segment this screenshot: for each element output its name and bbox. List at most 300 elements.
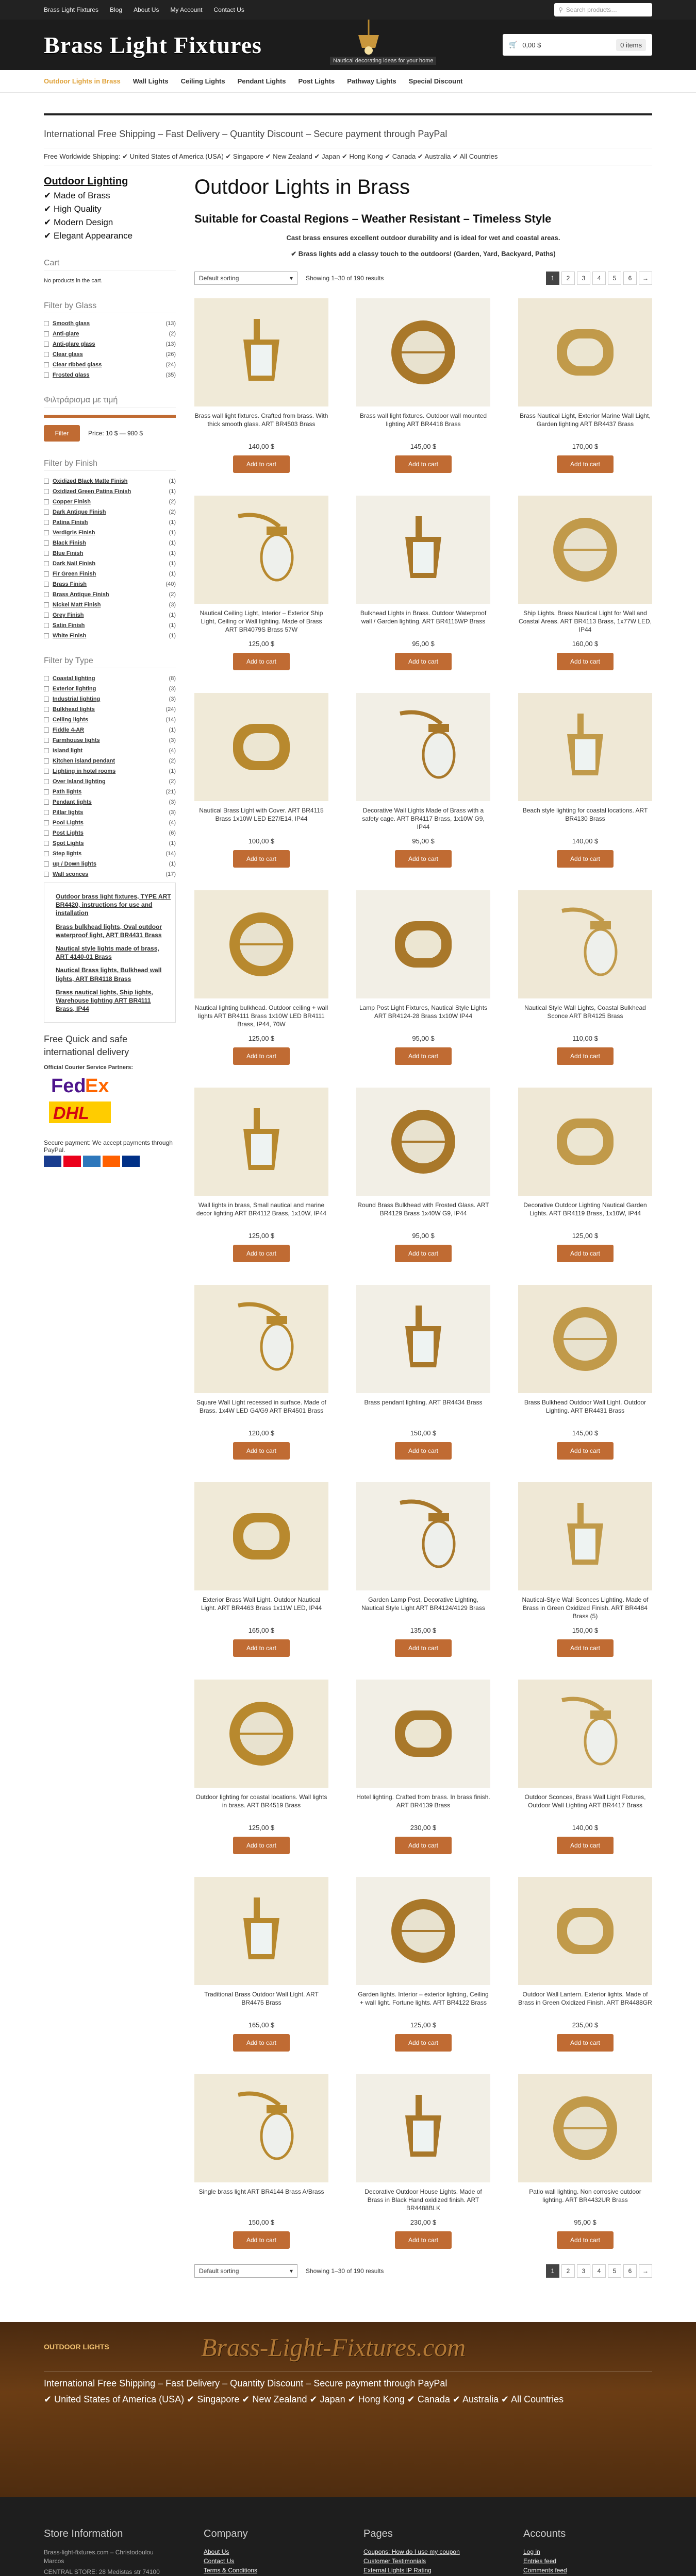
add-to-cart-button[interactable]: Add to cart [395, 653, 452, 670]
nav-item[interactable]: Pathway Lights [347, 77, 396, 85]
filter-count: (4) [169, 748, 176, 754]
checkbox-icon[interactable] [44, 551, 49, 556]
cart-icon: 🛒 [509, 41, 518, 48]
product-image[interactable] [356, 2074, 490, 2182]
product-card [194, 1877, 328, 2052]
top-link[interactable]: Blog [110, 6, 123, 13]
checkbox-icon[interactable] [44, 582, 49, 587]
checkbox-icon[interactable] [44, 540, 49, 546]
add-to-cart-button[interactable]: Add to cart [233, 1442, 290, 1460]
filter-option[interactable] [44, 351, 176, 358]
checkbox-icon[interactable] [44, 841, 49, 846]
filter-option[interactable] [44, 581, 176, 587]
checkbox-icon[interactable] [44, 748, 49, 753]
featured-link[interactable]: Outdoor brass light fixtures, TYPE ART BR4420, instructions for use and installation [56, 893, 171, 917]
featured-link[interactable]: Brass bulkhead lights, Oval outdoor waterproof light, ART BR4431 Brass [56, 923, 162, 939]
product-title[interactable]: Outdoor Wall Lantern. Exterior lights. Made of Brass in Green Oxidized Finish. ART BR4488GR [518, 1991, 652, 2007]
feature-item: ✔ High Quality [44, 204, 102, 214]
filter-option[interactable] [44, 768, 176, 774]
checkbox-icon[interactable] [44, 820, 49, 825]
footer-link[interactable]: About Us [204, 2548, 229, 2555]
checkbox-icon[interactable] [44, 489, 49, 494]
filter-count: (13) [165, 320, 176, 327]
filter-option[interactable] [44, 809, 176, 816]
filter-option[interactable] [44, 362, 176, 368]
filter-option[interactable] [44, 799, 176, 805]
checkbox-icon[interactable] [44, 613, 49, 618]
filter-option[interactable] [44, 737, 176, 743]
product-image[interactable] [356, 1877, 490, 1985]
pagination [546, 272, 652, 285]
product-title[interactable]: Decorative Outdoor House Lights. Made of Brass in Black Hand oxidized finish. ART BR4488BLK [364, 2188, 482, 2212]
filter-option[interactable] [44, 622, 176, 629]
product-price: 95,00 $ [412, 1232, 435, 1240]
filter-count: (2) [169, 591, 176, 598]
filter-option[interactable] [44, 633, 176, 639]
filter-count: (1) [169, 519, 176, 526]
featured-link[interactable]: Brass nautical lights, Ship lights, Warehouse lighting ART BR4111 Brass, IP44 [56, 988, 153, 1013]
product-image[interactable] [518, 298, 652, 406]
top-link[interactable]: Contact Us [213, 6, 244, 13]
page-link[interactable]: 1 [546, 2264, 559, 2278]
page-link[interactable]: 2 [561, 272, 575, 285]
filter-option[interactable] [44, 778, 176, 785]
footer-link[interactable]: Log in [523, 2548, 540, 2555]
nav-item[interactable]: Special Discount [408, 77, 463, 85]
sort-select[interactable]: Default sorting ▾ [194, 2264, 297, 2278]
add-to-cart-button[interactable]: Add to cart [557, 1639, 614, 1657]
product-image[interactable] [356, 298, 490, 406]
page-link[interactable]: 3 [577, 272, 590, 285]
product-title[interactable]: Nautical-Style Wall Sconces Lighting. Made of Brass in Green Oxidized Finish. ART BR4484 Brass (5) [522, 1596, 649, 1620]
filter-label: Clear ribbed glass [53, 362, 102, 368]
filter-label: Anti-glare [53, 331, 79, 337]
product-image[interactable] [518, 1088, 652, 1196]
checkbox-icon[interactable] [44, 810, 49, 815]
product-title[interactable]: Exterior Brass Wall Light. Outdoor Nautical Light. ART BR4463 Brass 1x11W LED, IP44 [201, 1596, 322, 1612]
checkbox-icon[interactable] [44, 861, 49, 867]
add-to-cart-button[interactable]: Add to cart [395, 2034, 452, 2052]
product-price: 125,00 $ [248, 1035, 275, 1042]
filter-option[interactable] [44, 717, 176, 723]
pagination [546, 2264, 652, 2278]
add-to-cart-button[interactable]: Add to cart [557, 2034, 614, 2052]
product-image[interactable] [194, 1680, 328, 1788]
product-card [518, 298, 652, 473]
checkbox-icon[interactable] [44, 738, 49, 743]
add-to-cart-button[interactable]: Add to cart [395, 455, 452, 473]
footer-column-title: Store Information [44, 2528, 123, 2539]
filter-count: (1) [169, 633, 176, 639]
checkbox-icon[interactable] [44, 851, 49, 856]
product-title[interactable]: Hotel lighting. Crafted from brass. In brass finish. ART BR4139 Brass [356, 1793, 490, 1809]
checkbox-icon[interactable] [44, 321, 49, 326]
filter-count: (3) [169, 696, 176, 702]
add-to-cart-button[interactable]: Add to cart [233, 850, 290, 868]
checkbox-icon[interactable] [44, 633, 49, 638]
checkbox-icon[interactable] [44, 831, 49, 836]
page-link[interactable]: 5 [608, 2264, 621, 2278]
footer-link[interactable]: Entries feed [523, 2557, 557, 2565]
filter-option[interactable] [44, 602, 176, 608]
product-image[interactable] [518, 496, 652, 604]
featured-links [44, 883, 176, 1023]
filter-count: (1) [169, 478, 176, 484]
product-image[interactable] [356, 890, 490, 998]
filter-option[interactable] [44, 530, 176, 536]
filter-label: Spot Lights [53, 840, 84, 846]
price-filter-button[interactable]: Filter [44, 425, 80, 442]
add-to-cart-button[interactable]: Add to cart [233, 1639, 290, 1657]
filter-option[interactable] [44, 571, 176, 577]
checkbox-icon[interactable] [44, 592, 49, 597]
checkbox-icon[interactable] [44, 530, 49, 535]
product-title[interactable]: Nautical Brass Light with Cover. ART BR4115 Brass 1x10W LED E27/E14, IP44 [199, 807, 324, 823]
promo-banner [44, 113, 652, 165]
add-to-cart-button[interactable]: Add to cart [233, 1837, 290, 1854]
lamp-icon [546, 901, 624, 988]
nav-item[interactable]: Ceiling Lights [180, 77, 225, 85]
footer-link[interactable]: External Lights IP Rating [363, 2567, 432, 2574]
product-price: 150,00 $ [572, 1626, 599, 1634]
product-title[interactable]: Nautical lighting bulkhead. Outdoor ceiling + wall lights ART BR4111 Brass 1x10W LED BR4111 Brass, IP44, 70W [194, 1004, 328, 1028]
add-to-cart-button[interactable]: Add to cart [233, 1047, 290, 1065]
product-image[interactable] [356, 1680, 490, 1788]
footer-logo: Brass-Light-Fixtures.com [201, 2333, 466, 2362]
feature-item: ✔ Modern Design [44, 217, 113, 227]
filter-option[interactable] [44, 561, 176, 567]
checkbox-icon[interactable] [44, 499, 49, 504]
intro-text-2: ✔ Brass lights add a classy touch to the outdoors! (Garden, Yard, Backyard, Paths) [291, 250, 556, 258]
filter-option[interactable] [44, 499, 176, 505]
product-price: 140,00 $ [572, 1824, 599, 1832]
nav-item[interactable]: Outdoor Lights in Brass [44, 77, 121, 85]
product-title[interactable]: Nautical Ceiling Light, Interior – Exterior Ship Light, Ceiling or Wall lighting. Made of Brass ART BR4079S Brass 57W [200, 609, 323, 634]
product-image[interactable] [356, 693, 490, 801]
filter-option[interactable] [44, 331, 176, 337]
filter-option[interactable] [44, 851, 176, 857]
filter-count: (1) [169, 571, 176, 577]
filter-label: Industrial lighting [53, 696, 101, 702]
add-to-cart-button[interactable]: Add to cart [233, 2034, 290, 2052]
add-to-cart-button[interactable]: Add to cart [233, 2231, 290, 2249]
product-image[interactable] [194, 1285, 328, 1393]
product-image[interactable] [356, 496, 490, 604]
filter-option[interactable] [44, 519, 176, 526]
product-price: 125,00 $ [248, 1824, 275, 1832]
page-link[interactable]: 6 [623, 2264, 637, 2278]
filter-label: Dark Nail Finish [53, 561, 96, 567]
footer-link[interactable]: Customer Testimonials [363, 2557, 426, 2565]
checkbox-icon[interactable] [44, 727, 49, 733]
checkbox-icon[interactable] [44, 676, 49, 681]
product-price: 165,00 $ [248, 1626, 275, 1634]
checkbox-icon[interactable] [44, 789, 49, 794]
add-to-cart-button[interactable]: Add to cart [557, 1245, 614, 1262]
product-image[interactable] [518, 1285, 652, 1393]
product-card [356, 1680, 490, 1854]
cart-empty-text: No products in the cart. [44, 278, 103, 284]
add-to-cart-button[interactable]: Add to cart [233, 1245, 290, 1262]
product-title[interactable]: Patio wall lighting. Non corrosive outdoor lighting. ART BR4432UR Brass [529, 2188, 641, 2204]
featured-link[interactable]: Nautical Brass lights, Bulkhead wall lights, ART BR4118 Brass [56, 967, 162, 982]
toolbar-bottom [194, 2264, 652, 2278]
product-image[interactable] [518, 890, 652, 998]
product-image[interactable] [518, 2074, 652, 2182]
checkbox-icon[interactable] [44, 758, 49, 764]
product-card [194, 496, 328, 670]
footer-link[interactable]: Terms & Conditions [204, 2567, 258, 2574]
filter-label: Clear glass [53, 351, 83, 358]
checkbox-icon[interactable] [44, 571, 49, 577]
filter-option[interactable] [44, 372, 176, 378]
filter-option[interactable] [44, 478, 176, 484]
top-link[interactable]: About Us [134, 6, 159, 13]
product-price: 125,00 $ [248, 1232, 275, 1240]
add-to-cart-button[interactable]: Add to cart [395, 1837, 452, 1854]
product-image[interactable] [356, 1482, 490, 1590]
product-title[interactable]: Lamp Post Light Fixtures, Nautical Style Lights ART BR4124-28 Brass 1x10W IP44 [359, 1004, 488, 1020]
footer-link[interactable]: Coupons: How do I use my coupon [363, 2548, 460, 2555]
page-link[interactable]: 6 [623, 272, 637, 285]
product-price: 145,00 $ [410, 443, 437, 450]
add-to-cart-button[interactable]: Add to cart [395, 2231, 452, 2249]
filter-option[interactable] [44, 789, 176, 795]
checkbox-icon[interactable] [44, 872, 49, 877]
product-title[interactable]: Brass pendant lighting. ART BR4434 Brass [364, 1399, 483, 1406]
product-image[interactable] [518, 1680, 652, 1788]
filter-option[interactable] [44, 871, 176, 877]
checkbox-icon[interactable] [44, 623, 49, 628]
filter-option[interactable] [44, 727, 176, 733]
add-to-cart-button[interactable]: Add to cart [557, 1047, 614, 1065]
page-link[interactable]: → [639, 2264, 652, 2278]
product-title[interactable]: Garden lights. Interior – exterior lighting, Ceiling + wall light. Fortune lights. ART BR4122 Brass [358, 1991, 489, 2007]
checkbox-icon[interactable] [44, 769, 49, 774]
filter-option[interactable] [44, 509, 176, 515]
product-title[interactable]: Decorative Wall Lights Made of Brass with a safety cage. ART BR4117 Brass, 1x10W G9, IP44 [362, 807, 485, 831]
filter-option[interactable] [44, 686, 176, 692]
add-to-cart-button[interactable]: Add to cart [395, 1047, 452, 1065]
product-image[interactable] [356, 1088, 490, 1196]
chevron-down-icon: ▾ [289, 275, 293, 282]
checkbox-icon[interactable] [44, 510, 49, 515]
filter-option[interactable] [44, 758, 176, 764]
lamp-icon [385, 1098, 462, 1185]
product-title[interactable]: Outdoor Sconces, Brass Wall Light Fixtures, Outdoor Wall Lighting ART BR4417 Brass [524, 1793, 646, 1809]
filter-option[interactable] [44, 696, 176, 702]
add-to-cart-button[interactable]: Add to cart [395, 1245, 452, 1262]
product-card [194, 298, 328, 473]
add-to-cart-button[interactable]: Add to cart [395, 1639, 452, 1657]
footer-column [523, 2528, 652, 2576]
filter-option[interactable] [44, 830, 176, 836]
product-title[interactable]: Nautical Style Wall Lights, Coastal Bulkhead Sconce ART BR4125 Brass [524, 1004, 646, 1020]
product-image[interactable] [194, 693, 328, 801]
nav-item[interactable]: Post Lights [298, 77, 335, 85]
checkbox-icon[interactable] [44, 331, 49, 336]
product-title[interactable]: Square Wall Light recessed in surface. Made of Brass. 1x4W LED G4/G9 ART BR4501 Brass [196, 1399, 326, 1415]
filter-label: Brass Finish [53, 581, 87, 587]
sort-select[interactable]: Default sorting ▾ [194, 272, 297, 285]
filter-label: Dark Antique Finish [53, 509, 106, 515]
filter-label: Copper Finish [53, 499, 91, 505]
add-to-cart-button[interactable]: Add to cart [557, 455, 614, 473]
site-logo[interactable]: Brass Light Fixtures [44, 31, 262, 58]
filter-label: Smooth glass [53, 320, 90, 327]
filter-option[interactable] [44, 540, 176, 546]
product-image[interactable] [518, 1482, 652, 1590]
add-to-cart-button[interactable]: Add to cart [395, 850, 452, 868]
filter-label: Pool Lights [53, 820, 84, 826]
product-title[interactable]: Garden Lamp Post, Decorative Lighting, Nautical Style Light ART BR4124/4129 Brass [361, 1596, 485, 1612]
add-to-cart-button[interactable]: Add to cart [557, 850, 614, 868]
product-title[interactable]: Beach style lighting for coastal locations. ART BR4130 Brass [522, 807, 648, 823]
checkbox-icon[interactable] [44, 342, 49, 347]
checkbox-icon[interactable] [44, 697, 49, 702]
add-to-cart-button[interactable]: Add to cart [557, 1837, 614, 1854]
checkbox-icon[interactable] [44, 372, 49, 378]
checkbox-icon[interactable] [44, 779, 49, 784]
filter-label: Farmhouse lights [53, 737, 100, 743]
toolbar-top [194, 272, 652, 285]
main-nav [0, 70, 696, 93]
page-link[interactable]: 5 [608, 272, 621, 285]
product-title[interactable]: Bulkhead Lights in Brass. Outdoor Waterproof wall / Garden lighting. ART BR4115WP Brass [360, 609, 487, 625]
product-price: 150,00 $ [248, 2218, 275, 2226]
product-title[interactable]: Brass Bulkhead Outdoor Wall Light. Outdoor Lighting. ART BR4431 Brass [524, 1399, 647, 1415]
top-link[interactable]: Brass Light Fixtures [44, 6, 99, 13]
product-image[interactable] [194, 298, 328, 406]
filter-option[interactable] [44, 550, 176, 556]
add-to-cart-button[interactable]: Add to cart [233, 653, 290, 670]
price-slider[interactable] [44, 415, 176, 418]
filter-option[interactable] [44, 706, 176, 713]
filter-option[interactable] [44, 320, 176, 327]
product-price: 230,00 $ [410, 1824, 437, 1832]
product-image[interactable] [518, 693, 652, 801]
add-to-cart-button[interactable]: Add to cart [557, 2231, 614, 2249]
lamp-icon [223, 1690, 300, 1777]
add-to-cart-button[interactable]: Add to cart [557, 1442, 614, 1460]
page-link[interactable]: 3 [577, 2264, 590, 2278]
filter-option[interactable] [44, 861, 176, 867]
featured-link[interactable]: Nautical style lights made of brass, ART 4140-01 Brass [56, 944, 159, 961]
product-title[interactable]: Single brass light ART BR4144 Brass A/Brass [198, 2188, 324, 2195]
product-image[interactable] [194, 1482, 328, 1590]
sidebar-heading[interactable]: Outdoor Lighting [44, 176, 128, 187]
nav-item[interactable]: Wall Lights [132, 77, 169, 85]
product-image[interactable] [194, 890, 328, 998]
filter-option[interactable] [44, 341, 176, 347]
checkbox-icon[interactable] [44, 561, 49, 566]
filter-count: (3) [169, 799, 176, 805]
page-link[interactable]: 1 [546, 272, 559, 285]
filter-option[interactable] [44, 748, 176, 754]
courier-logos [44, 1071, 157, 1127]
product-title[interactable]: Round Brass Bulkhead with Frosted Glass. ART BR4129 Brass 1x40W G9, IP44 [357, 1201, 489, 1217]
add-to-cart-button[interactable]: Add to cart [233, 455, 290, 473]
filter-count: (2) [169, 499, 176, 505]
product-title[interactable]: Traditional Brass Outdoor Wall Light. ART BR4475 Brass [204, 1991, 319, 2007]
product-title[interactable]: Brass wall light fixtures. Outdoor wall mounted lighting ART BR4418 Brass [359, 412, 487, 428]
checkbox-icon[interactable] [44, 479, 49, 484]
checkbox-icon[interactable] [44, 602, 49, 607]
filter-count: (1) [169, 861, 176, 867]
product-title[interactable]: Brass Nautical Light, Exterior Marine Wall Light, Garden lighting ART BR4437 Brass [520, 412, 651, 428]
product-image[interactable] [194, 1088, 328, 1196]
footer-link[interactable]: Contact Us [204, 2557, 235, 2565]
filter-count: (3) [169, 602, 176, 608]
filter-count: (24) [165, 706, 176, 713]
checkbox-icon[interactable] [44, 800, 49, 805]
checkbox-icon[interactable] [44, 717, 49, 722]
page-link[interactable]: → [639, 272, 652, 285]
courier-label: Official Courier Service Partners: [44, 1064, 134, 1071]
add-to-cart-button[interactable]: Add to cart [557, 653, 614, 670]
filter-label: Oxidized Black Matte Finish [53, 478, 128, 484]
filter-option[interactable] [44, 840, 176, 846]
top-link[interactable]: My Account [170, 6, 203, 13]
lamp-icon [385, 1887, 462, 1975]
product-title[interactable]: Wall lights in brass, Small nautical and marine decor lighting ART BR4112 Brass, 1x10W, IP44 [196, 1201, 327, 1217]
product-title[interactable]: Ship Lights. Brass Nautical Light for Wall and Coastal Areas. ART BR4113 Brass, 1x77W LED, IP44 [518, 609, 652, 634]
filter-count: (14) [165, 851, 176, 857]
checkbox-icon[interactable] [44, 520, 49, 525]
product-title[interactable]: Brass wall light fixtures. Crafted from brass. With thick smooth glass. ART BR4503 Brass [194, 412, 328, 428]
product-image[interactable] [194, 496, 328, 604]
product-title[interactable]: Outdoor lighting for coastal locations. Wall lights in brass. ART BR4519 Brass [195, 1793, 327, 1809]
checkbox-icon[interactable] [44, 362, 49, 367]
product-image[interactable] [194, 2074, 328, 2182]
filter-option[interactable] [44, 591, 176, 598]
filter-option[interactable] [44, 675, 176, 682]
page-link[interactable]: 4 [592, 2264, 606, 2278]
product-price: 125,00 $ [572, 1232, 599, 1240]
checkbox-icon[interactable] [44, 686, 49, 691]
page-link[interactable]: 2 [561, 2264, 575, 2278]
filter-label: Wall sconces [53, 871, 89, 877]
filter-option[interactable] [44, 488, 176, 495]
page-link[interactable]: 4 [592, 272, 606, 285]
product-image[interactable] [518, 1877, 652, 1985]
product-image[interactable] [194, 1877, 328, 1985]
filter-count: (1) [169, 530, 176, 536]
product-image[interactable] [356, 1285, 490, 1393]
product-price: 140,00 $ [248, 443, 275, 450]
top-bar [0, 0, 696, 20]
search-icon: ⚲ [558, 6, 563, 13]
product-card [194, 693, 328, 868]
filter-count: (21) [165, 789, 176, 795]
checkbox-icon[interactable] [44, 352, 49, 357]
filter-option[interactable] [44, 820, 176, 826]
result-count: Showing 1–30 of 190 results [306, 275, 384, 282]
cart-count: 0 items [616, 39, 646, 51]
feature-list [44, 191, 176, 241]
nav-item[interactable]: Pendant Lights [237, 77, 286, 85]
filter-label: Island light [53, 748, 83, 754]
filter-option[interactable] [44, 612, 176, 618]
product-price: 120,00 $ [248, 1429, 275, 1437]
product-title[interactable]: Decorative Outdoor Lighting Nautical Garden Lights. ART BR4119 Brass, 1x10W, IP44 [523, 1201, 647, 1217]
header-cart[interactable]: 🛒 0,00 $ 0 items [503, 34, 652, 56]
footer-link[interactable]: Comments feed [523, 2567, 567, 2574]
checkbox-icon[interactable] [44, 707, 49, 712]
add-to-cart-button[interactable]: Add to cart [395, 1442, 452, 1460]
search-input[interactable]: ⚲ Search products… [554, 3, 652, 16]
feature-item: ✔ Made of Brass [44, 191, 110, 200]
